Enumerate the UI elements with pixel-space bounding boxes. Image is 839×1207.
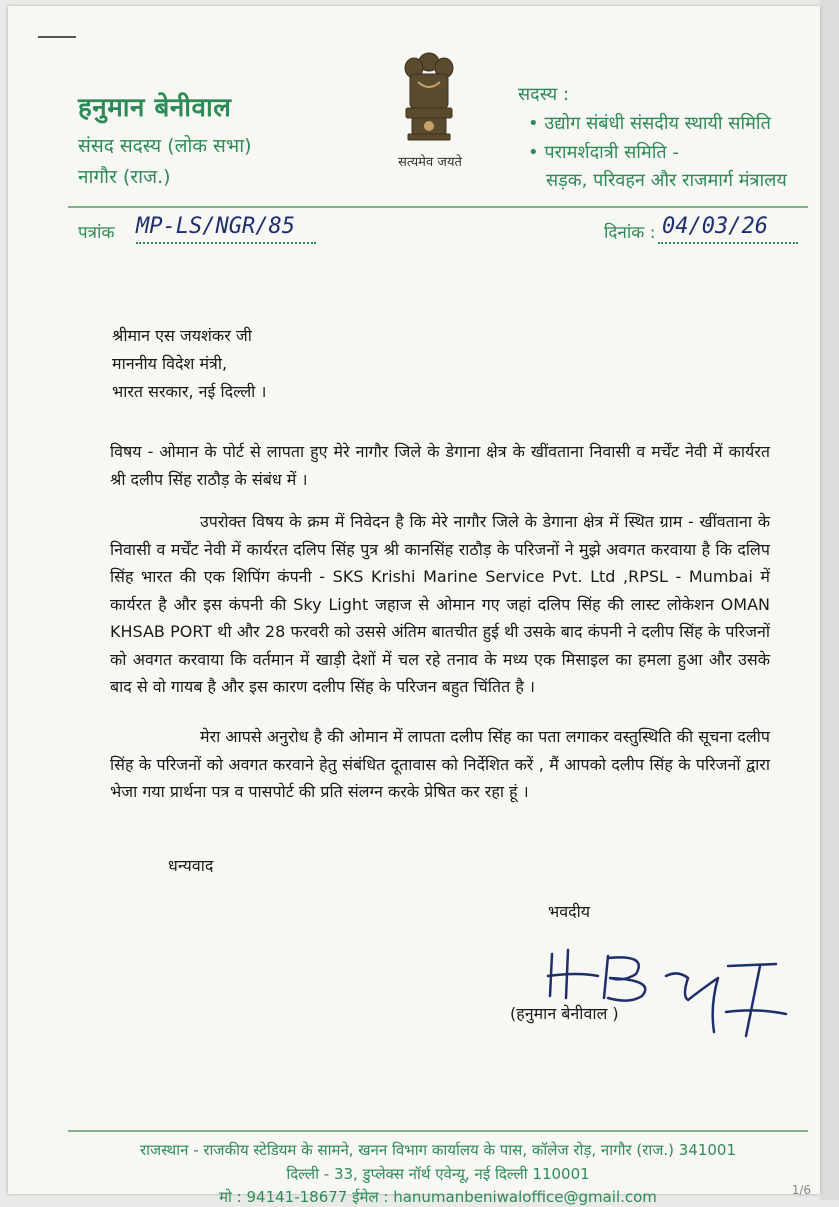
handwritten-signature: [538, 936, 788, 1046]
addressee-location: भारत सरकार, नई दिल्ली ।: [112, 382, 267, 401]
committee-item: • परामर्शदात्री समिति -: [528, 142, 679, 163]
thanks-text: धन्यवाद: [168, 856, 214, 875]
letter-paragraph-2: मेरा आपसे अनुरोध है की ओमान में लापता दलीप सिंह का पता लगाकर वस्तुस्थिति की सूचना दलीप सिंह के परिजनों को अवगत करवाने हेतु संबंधित दूतावास को निर्देशित करें , मैं आपको दलीप सिंह के परिजनों द्वारा भेजा गया प्रार्थना पत्र व पासपोर्ट की प्रति संलग्न करके प्रेषित कर रहा हूं ।: [110, 727, 770, 801]
emblem-motto: सत्यमेव जयते: [398, 155, 462, 170]
date-dotted-line: [658, 242, 798, 244]
reference-dotted-line: [136, 242, 316, 244]
letter-page: [8, 6, 820, 1206]
date-value: 04/03/26: [662, 214, 768, 239]
letter-subject: विषय - ओमान के पोर्ट से लापता हुए मेरे नागौर जिले के डेगाना क्षेत्र के खींवताना निवासी व मर्चेंट नेवी में कार्यरत श्री दलीप सिंह राठौड़ के संबंध में ।: [110, 442, 770, 489]
corner-mark: [38, 36, 76, 38]
letter-paragraph-1: उपरोक्त विषय के क्रम में निवेदन है कि मेरे नागौर जिले के डेगाना क्षेत्र में स्थित ग्राम - खींवताना के निवासी व मर्चेंट नेवी में कार्यरत दलिप सिंह पुत्र श्री कानसिंह राठौड़ के परिजनों ने मुझे अवगत करवाया है कि दलिप सिंह भारत की एक शिपिंग कंपनी - SKS Krishi Marine Service Pvt. Ltd ,RPSL - Mumbai में कार्यरत है और इस कंपनी की Sky Light जहाज से ओमान गए जहां दलिप सिंह की लास्ट लोकेशन OMAN KHSAB PORT थी और 28 फरवरी को उससे अंतिम बातचीत हुई थी उसके बाद कंपनी ने दलीप सिंह के परिजनों को अवगत करवाया कि वर्तमान में खाड़ी देशों में चल रहे तनाव के मध्य एक मिसाइल का हमला हुआ और उसके बाद से वो गायब है और इस कारण दलीप सिंह के परिजन बहुत चिंतित है ।: [110, 512, 770, 696]
addressee-title: माननीय विदेश मंत्री,: [112, 354, 228, 373]
committee-label: परामर्शदात्री समिति -: [544, 142, 679, 163]
scan-background-edge: [820, 0, 839, 1200]
footer-address-delhi: दिल्ली - 33, डुप्लेक्स नॉर्थ एवेन्यू, नई दिल्ली 110001: [286, 1165, 590, 1183]
footer-divider: [68, 1130, 808, 1132]
national-emblem-icon: [396, 48, 462, 148]
mp-name: हनुमान बेनीवाल: [78, 93, 232, 123]
membership-label: सदस्य :: [518, 84, 569, 105]
addressee-name: श्रीमान एस जयशंकर जी: [112, 326, 252, 345]
reference-label: पत्रांक: [78, 223, 115, 243]
page-number: 1/6: [791, 1183, 811, 1197]
committee-item-continuation: सड़क, परिवहन और राजमार्ग मंत्रालय: [546, 170, 787, 191]
footer-address-rajasthan: राजस्थान - राजकीय स्टेडियम के सामने, खनन विभाग कार्यालय के पास, कॉलेज रोड़, नागौर (राज.) 341001: [139, 1141, 737, 1159]
reference-number: MP-LS/NGR/85: [136, 214, 295, 239]
signer-name: (हनुमान बेनीवाल ): [510, 1004, 619, 1023]
mp-designation: संसद सदस्य (लोक सभा): [78, 135, 252, 157]
letterhead-divider: [68, 206, 808, 208]
committee-label: उद्योग संबंधी संसदीय स्थायी समिति: [544, 113, 771, 134]
closing-text: भवदीय: [548, 902, 591, 921]
footer-contact: मो : 94141-18677 ईमेल : hanumanbeniwaloffice@gmail.com: [219, 1188, 657, 1206]
date-label: दिनांक :: [604, 223, 656, 243]
committee-item: • उद्योग संबंधी संसदीय स्थायी समिति: [528, 113, 771, 134]
mp-constituency: नागौर (राज.): [78, 166, 171, 188]
